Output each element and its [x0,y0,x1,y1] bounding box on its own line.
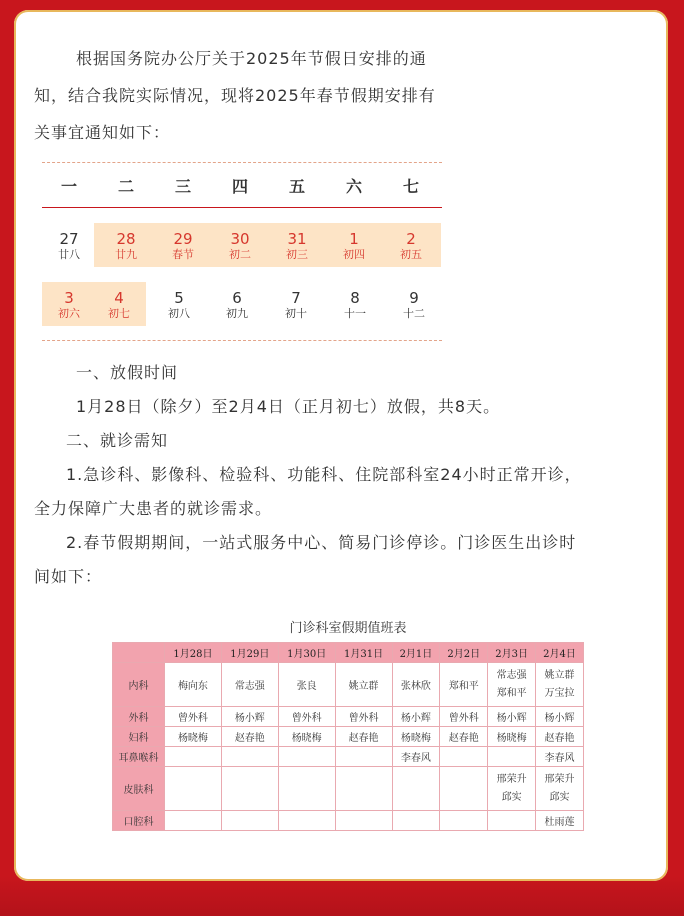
table-cell [278,811,335,831]
notice-card [14,10,668,881]
table-cell [440,767,488,811]
table-cell: 赵春艳 [440,727,488,747]
table-cell [221,767,278,811]
duty-table-title: 门诊科室假期值班表 [289,621,407,636]
table-cell [440,747,488,767]
table-cell: 曾外科 [278,707,335,727]
weekday-thu: 四 [231,177,248,196]
table-header-cell: 1月28日 [165,643,222,663]
table-cell: 曾外科 [335,707,392,727]
table-cell [488,811,536,831]
table-cell: 梅向东 [165,663,222,707]
calendar-day-holiday: 1 初四 [343,230,365,261]
table-header-row [113,643,584,663]
calendar-day-holiday: 3 初六 [58,289,80,320]
table-row [113,767,584,811]
weekday-mon: 一 [60,177,77,196]
table-cell [165,747,222,767]
table-cell [278,747,335,767]
table-header-cell [113,643,165,663]
duty-schedule [112,616,584,831]
intro-line-1: 根据国务院办公厅关于2025年节假日安排的通 [76,49,427,68]
table-row [113,707,584,727]
visit-notice-1-line-2: 全力保障广大患者的就诊需求。 [34,499,273,518]
calendar-day-holiday: 29 春节 [172,230,194,261]
dept-cell: 外科 [113,707,165,727]
table-cell [335,767,392,811]
table-cell: 郑和平 [440,663,488,707]
table-cell [335,811,392,831]
table-cell [278,767,335,811]
table-header-cell: 1月30日 [278,643,335,663]
table-header-cell: 2月4日 [536,643,584,663]
section-heading-visit-notice: 二、就诊需知 [66,431,169,450]
table-cell: 曾外科 [165,707,222,727]
table-cell: 姚立群 万宝拉 [536,663,584,707]
holiday-time-text: 1月28日（除夕）至2月4日（正月初七）放假，共8天。 [76,397,501,416]
table-header-cell: 2月1日 [392,643,440,663]
calendar-weekday-header [42,174,442,204]
table-cell: 常志强 [221,663,278,707]
intro-line-2: 知，结合我院实际情况，现将2025年春节假期安排有 [34,86,436,105]
dept-cell: 内科 [113,663,165,707]
table-cell: 常志强 郑和平 [488,663,536,707]
calendar-day-holiday: 31 初三 [286,230,308,261]
weekday-tue: 二 [117,177,134,196]
intro-line-3: 关事宜通知如下： [34,123,171,142]
table-header-cell: 2月2日 [440,643,488,663]
table-cell: 赵春艳 [536,727,584,747]
weekday-fri: 五 [288,177,305,196]
visit-notice-1-line-1: 1.急诊科、影像科、检验科、功能科、住院部科室24小时正常开诊， [66,465,582,484]
table-cell: 杨晓梅 [165,727,222,747]
table-row [113,747,584,767]
dept-cell: 皮肤科 [113,767,165,811]
intro-paragraph [34,40,474,151]
table-cell: 杜雨莲 [536,811,584,831]
table-cell [221,811,278,831]
table-cell [165,767,222,811]
weekday-sat: 六 [345,177,362,196]
dept-cell: 耳鼻喉科 [113,747,165,767]
table-row [113,811,584,831]
calendar-day-holiday: 28 廿九 [115,230,137,261]
table-cell: 杨小辉 [221,707,278,727]
table-cell: 李春风 [536,747,584,767]
visit-notice-2-line-1: 2.春节假期期间，一站式服务中心、简易门诊停诊。门诊医生出诊时 [66,533,577,552]
calendar-bottom-divider [42,340,442,341]
calendar-header-line [42,207,442,208]
calendar-day: 7 初十 [285,289,307,320]
section-heading-holiday-time: 一、放假时间 [76,363,179,382]
table-cell: 杨晓梅 [392,727,440,747]
weekday-wed: 三 [174,177,191,196]
table-row [113,727,584,747]
table-cell [440,811,488,831]
calendar-day: 9 十二 [403,289,425,320]
calendar-day: 6 初九 [226,289,248,320]
table-cell: 杨小辉 [536,707,584,727]
table-cell: 姚立群 [335,663,392,707]
background-bottom [0,876,684,916]
calendar-day: 8 十一 [344,289,366,320]
table-header-cell: 1月31日 [335,643,392,663]
table-cell [165,811,222,831]
table-cell [221,747,278,767]
calendar-day: 5 初八 [168,289,190,320]
table-cell: 杨小辉 [488,707,536,727]
table-cell: 杨晓梅 [278,727,335,747]
table-cell: 赵春艳 [335,727,392,747]
table-cell: 李春风 [392,747,440,767]
table-cell: 杨晓梅 [488,727,536,747]
calendar-day-holiday: 30 初二 [229,230,251,261]
table-header-cell: 1月29日 [221,643,278,663]
weekday-sun: 七 [402,177,419,196]
table-cell: 邢荣升 邱实 [488,767,536,811]
table-cell: 曾外科 [440,707,488,727]
calendar-day: 27 廿八 [58,230,80,261]
table-header-cell: 2月3日 [488,643,536,663]
table-cell: 邢荣升 邱实 [536,767,584,811]
table-cell: 赵春艳 [221,727,278,747]
table-cell: 杨小辉 [392,707,440,727]
table-cell: 张林欣 [392,663,440,707]
table-cell [392,811,440,831]
table-cell: 张良 [278,663,335,707]
dept-cell: 妇科 [113,727,165,747]
table-cell [488,747,536,767]
dept-cell: 口腔科 [113,811,165,831]
calendar-day-holiday: 2 初五 [400,230,422,261]
notice-body [34,356,664,594]
table-cell [335,747,392,767]
visit-notice-2-line-2: 间如下： [34,567,103,586]
duty-table [112,642,584,831]
table-row [113,663,584,707]
calendar-top-divider [42,162,442,163]
table-cell [392,767,440,811]
calendar-day-holiday: 4 初七 [108,289,130,320]
